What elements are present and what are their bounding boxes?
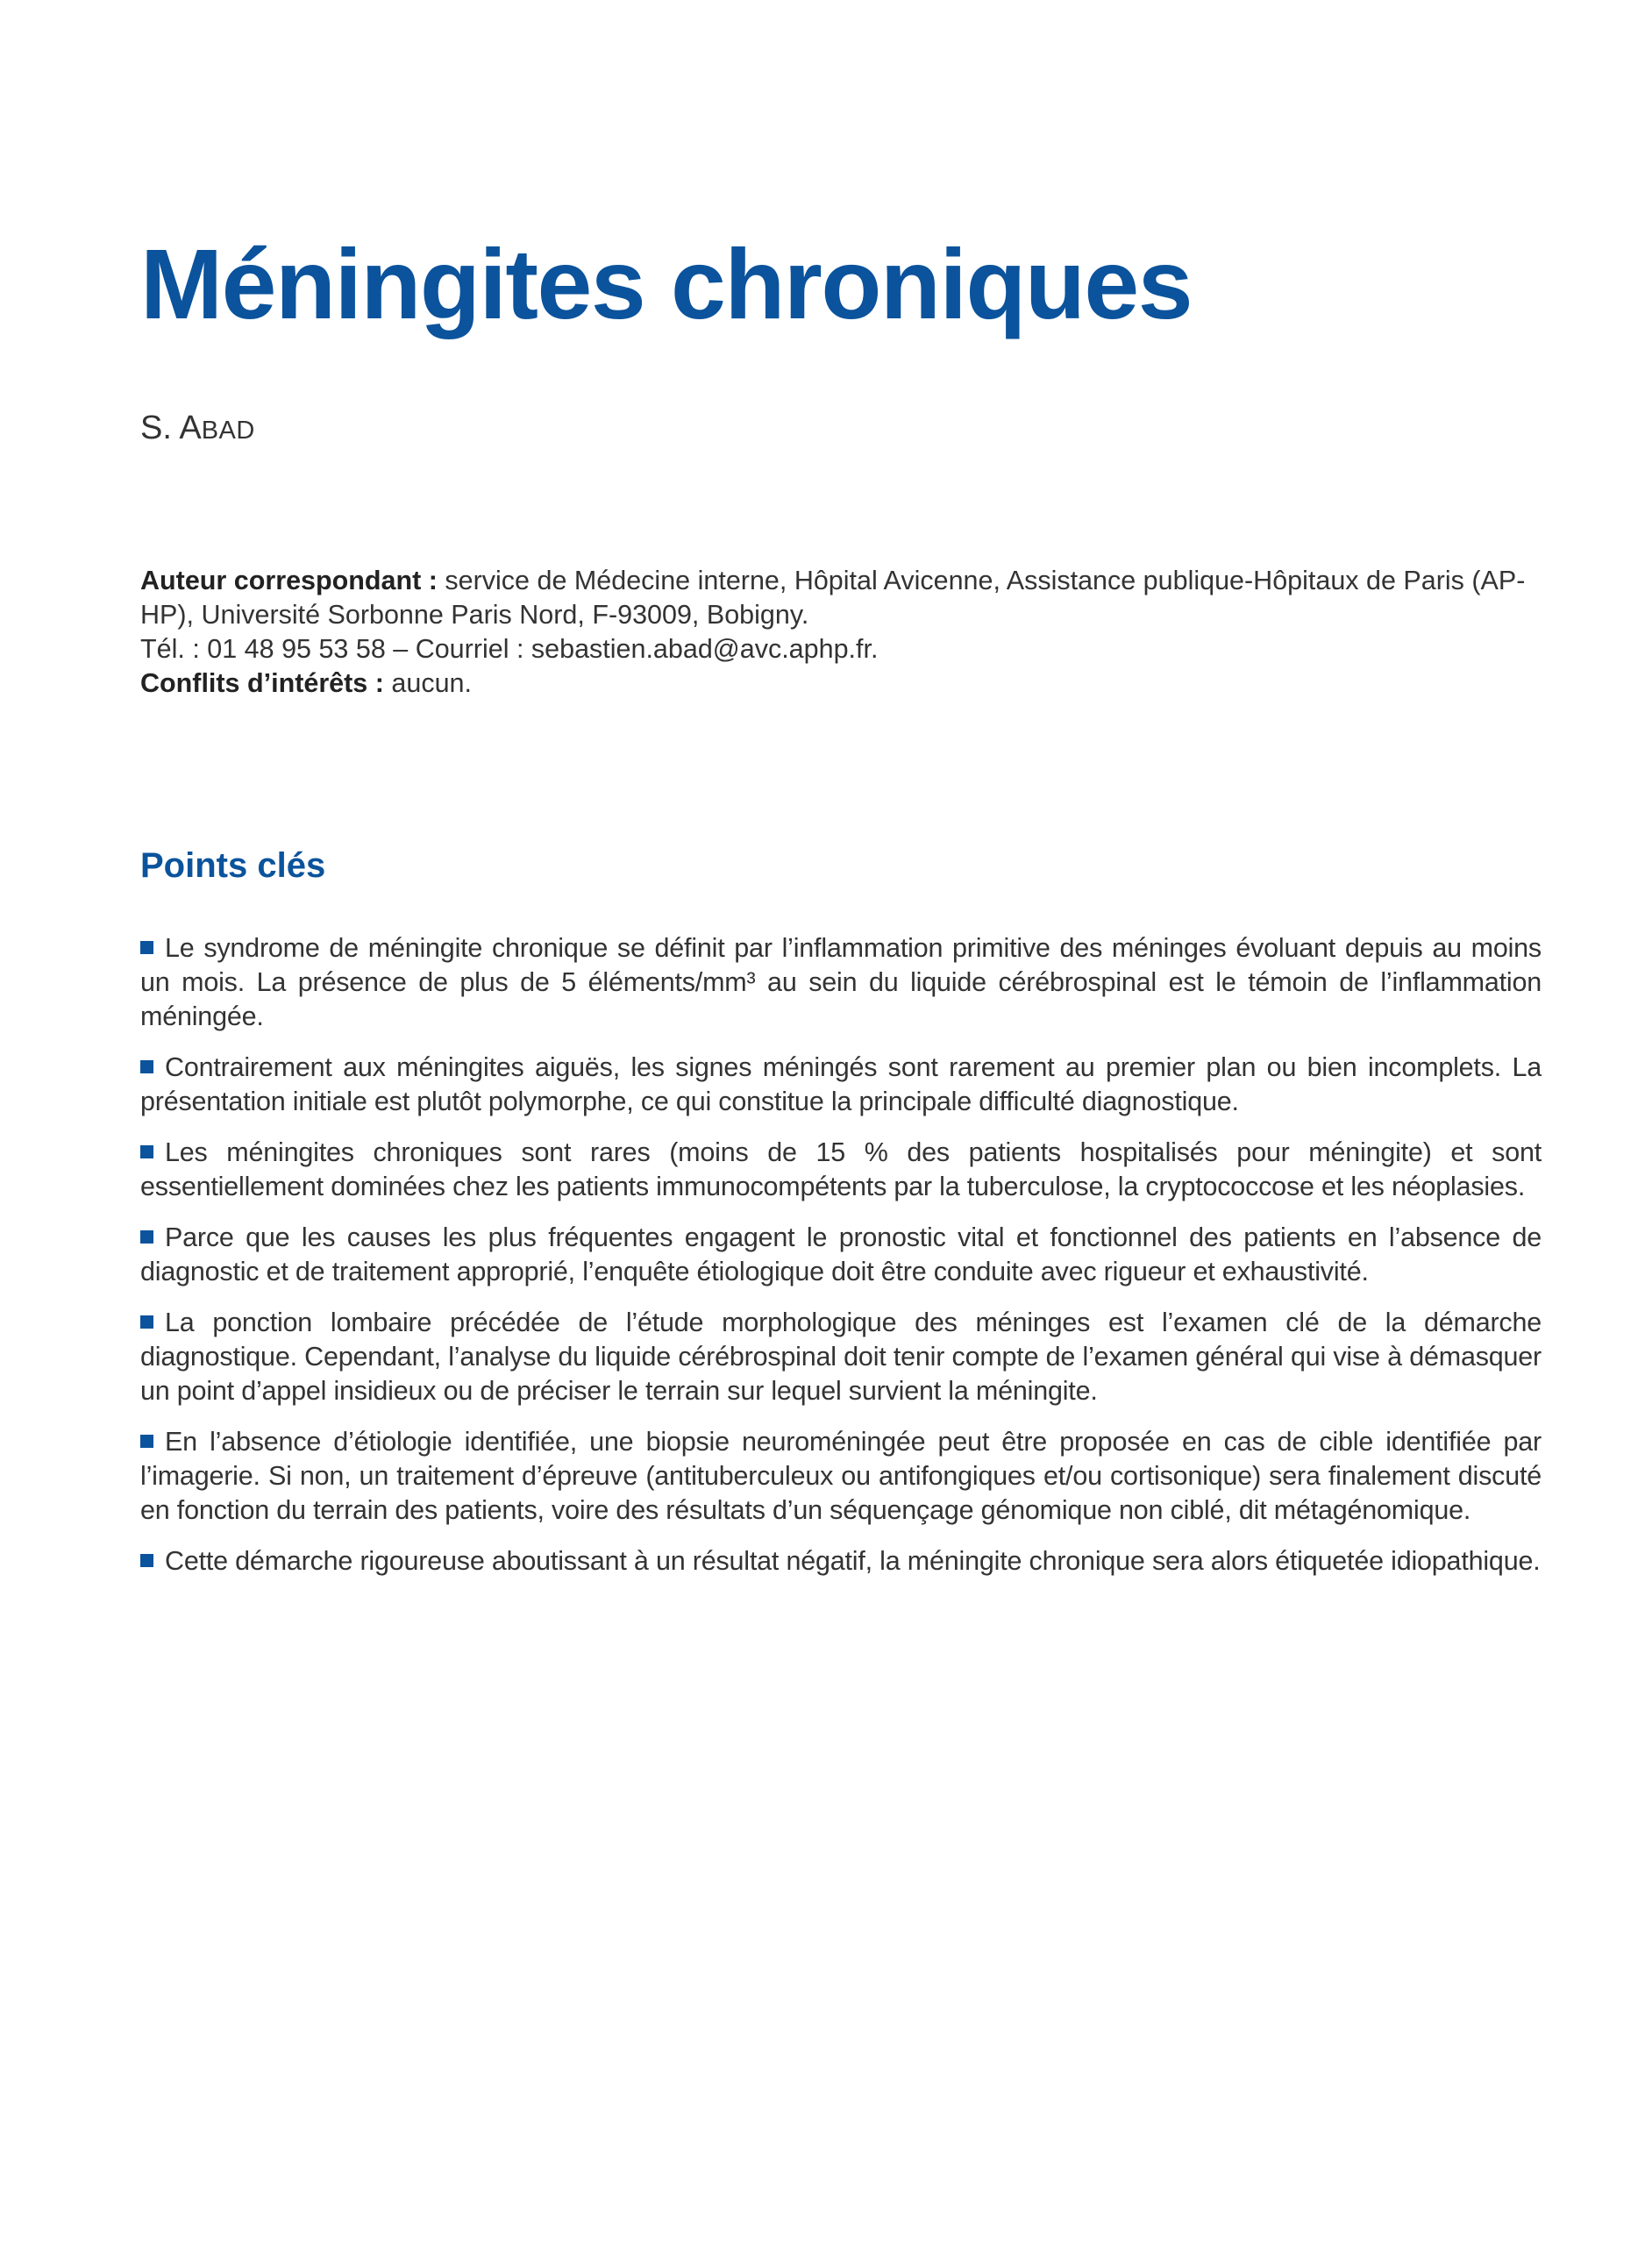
square-bullet-icon (140, 1060, 153, 1073)
key-point-text: Le syndrome de méningite chronique se définit par l’inflammation primitive des méninges évoluant depuis au moins un mois. La présence de plus de 5 éléments/mm³ au sein du liquide cérébrospinal est le témoin de l’inflammation méningée. (140, 933, 1542, 1031)
key-point-item (140, 931, 1542, 1034)
key-point-item (140, 1221, 1542, 1289)
page-title: Méningites chroniques (140, 229, 1193, 339)
key-point-text: En l’absence d’étiologie identifiée, une biopsie neuroméningée peut être proposée en cas de cible identifiée par l’imagerie. Si non, un traitement d’épreuve (antituberculeux ou antifongiques et/ou cortisonique) sera finalement discuté en fonction du terrain des patients, voire des résultats d’un séquençage génomique non ciblé, dit métagénomique. (140, 1427, 1542, 1525)
key-point-text: La ponction lombaire précédée de l’étude morphologique des méninges est l’examen clé de la démarche diagnostique. Cependant, l’analyse du liquide cérébrospinal doit tenir compte de l’examen général qui vise à démasquer un point d’appel insidieux ou de préciser le terrain sur lequel survient la méningite. (140, 1308, 1542, 1406)
square-bullet-icon (140, 1315, 153, 1329)
author-name (140, 409, 255, 449)
corresponding-label: Auteur correspondant : (140, 566, 438, 595)
key-point-text: Les méningites chroniques sont rares (moins de 15 % des patients hospitalisés pour méningite) et sont essentiellement dominées chez les patients immunocompétents par la tuberculose, la cryptococcose et les néoplasies. (140, 1137, 1542, 1201)
key-point-text: Contrairement aux méningites aiguës, les signes méningés sont rarement au premier plan ou bien incomplets. La présentation initiale est plutôt polymorphe, ce qui constitue la principale difficulté diagnostique. (140, 1052, 1542, 1116)
author-affiliation (140, 564, 1542, 701)
key-point-item (140, 1425, 1542, 1528)
key-point-text: Parce que les causes les plus fréquentes engagent le pronostic vital et fonctionnel des patients en l’absence de diagnostic et de traitement approprié, l’enquête étiologique doit être conduite avec rigueur et exhaustivité. (140, 1222, 1542, 1286)
square-bullet-icon (140, 1230, 153, 1244)
conflicts-text: aucun. (391, 668, 472, 698)
square-bullet-icon (140, 1435, 153, 1448)
author-initial: S. A (140, 410, 202, 446)
key-point-text: Cette démarche rigoureuse aboutissant à un résultat négatif, la méningite chronique sera alors étiquetée idiopathique. (165, 1546, 1541, 1576)
key-point-item (140, 1136, 1542, 1204)
corresponding-text: service de Médecine interne, Hôpital Avicenne, Assistance publique-Hôpitaux de Paris (AP-HP), Université Sorbonne Paris Nord, F-93009, Bobigny. (140, 566, 1526, 630)
key-points-heading: Points clés (140, 846, 326, 885)
key-point-item (140, 1544, 1542, 1579)
square-bullet-icon (140, 1145, 153, 1158)
conflicts-of-interest (140, 666, 1542, 701)
square-bullet-icon (140, 1554, 153, 1567)
key-point-item (140, 1306, 1542, 1408)
corresponding-author (140, 564, 1542, 632)
contact-line: Tél. : 01 48 95 53 58 – Courriel : sebastien.abad@avc.aphp.fr. (140, 634, 879, 664)
key-point-item (140, 1051, 1542, 1119)
square-bullet-icon (140, 941, 153, 954)
conflicts-label: Conflits d’intérêts : (140, 668, 384, 698)
author-surname-smallcaps: BAD (201, 417, 255, 445)
key-points-list (140, 931, 1542, 1595)
